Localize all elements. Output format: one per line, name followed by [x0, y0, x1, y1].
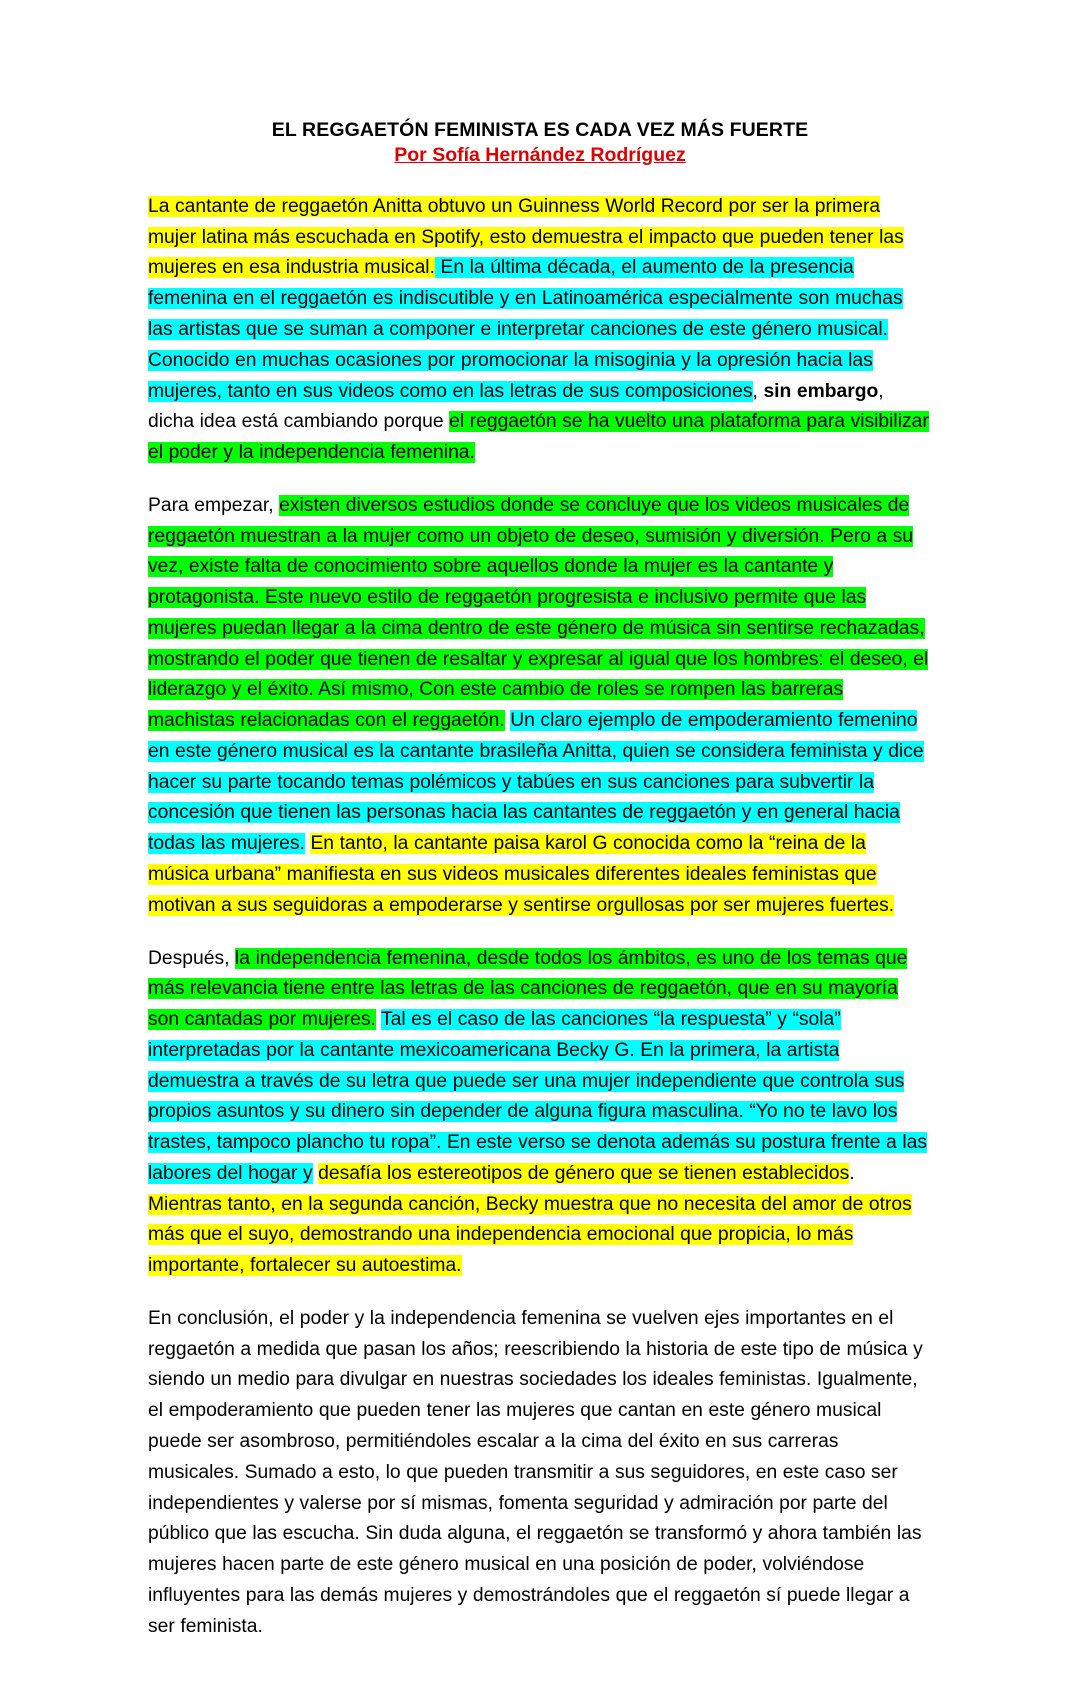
p2-segment-plain-1: Para empezar,: [148, 494, 280, 516]
p1-segment-plain-2: , dicha idea está cambiando porque: [148, 380, 884, 433]
paragraph-2: [148, 491, 932, 922]
page-title: EL REGGAETÓN FEMINISTA ES CADA VEZ MÁS FUERTE: [271, 119, 809, 141]
p3-segment-green-1: la independencia femenina, desde todos los ámbitos, es uno de los temas que más relevancia tiene entre las letras de las canciones de reggaetón, que en su mayoría son cantadas por mujeres.: [148, 947, 908, 1031]
p1-segment-bold-1: sin embargo: [763, 380, 879, 402]
p2-segment-cyan-1: Un claro ejemplo de empoderamiento femenino en este género musical es la cantante brasileña Anitta, quien se considera feminista y dice hacer su parte tocando temas polémicos y tabúes en sus canciones para subvertir la concesión que tienen las personas hacia las cantantes de reggaetón y en general hacia todas las mujeres.: [148, 710, 924, 855]
p3-segment-plain-1: Después,: [148, 947, 236, 969]
paragraph-1: [148, 192, 932, 469]
p3-segment-cyan-1: Tal es el caso de las canciones “la respuesta” y “sola” interpretadas por la cantante mexicoamericana Becky G. En la primera, la artista demuestra a través de su letra que puede ser una mujer independiente que controla sus propios asuntos y su dinero sin depender de alguna figura masculina. “Yo no te lavo los trastes, tampoco plancho tu ropa”. En este verso se denota además su postura frente a las labores del hogar y: [148, 1009, 927, 1184]
title-spacer: [148, 170, 932, 192]
paragraph-3: [148, 944, 932, 1282]
p2-segment-yellow-1: En tanto, la cantante paisa karol G conocida como la “reina de la música urbana” manifiesta en sus videos musicales diferentes ideales feministas que motivan a sus seguidoras a empoderarse y sentirse orgullosas por ser mujeres fuertes.: [148, 833, 895, 916]
p3-segment-yellow-1: desafía los estereotipos de género que se tienen establecidos: [318, 1162, 850, 1184]
p3-segment-plain-2: .: [849, 1162, 855, 1184]
author-byline: Por Sofía Hernández Rodríguez: [394, 143, 686, 166]
p3-segment-yellow-2: Mientras tanto, en la segunda canción, Becky muestra que no necesita del amor de otros más que el suyo, demostrando una independencia emocional que propicia, lo más importante, fortalecer su autoestima.: [148, 1193, 912, 1277]
p1-segment-yellow-1: La cantante de reggaetón Anitta obtuvo un Guinness World Record por ser la primera mujer latina más escuchada en Spotify, esto demuestra el impacto que pueden tener las mujeres en esa industria musical.: [148, 195, 904, 279]
p1-segment-cyan-1: En la última década, el aumento de la presencia femenina en el reggaetón es indiscutible y en Latinoamérica especialmente son muchas las artistas que se suman a componer e interpretar canciones de este género musical. Conocido en muchas ocasiones por promocionar la misoginia y la opresión hacia las mujeres, tanto en sus videos como en las letras de sus composiciones: [148, 257, 903, 402]
p1-segment-green-1: el reggaetón se ha vuelto una plataforma para visibilizar el poder y la independencia femenina.: [148, 411, 929, 464]
paragraph-4: En conclusión, el poder y la independencia femenina se vuelven ejes importantes en el reggaetón a medida que pasan los años; reescribiendo la historia de este tipo de música y siendo un medio para divulgar en nuestras sociedades los ideales feministas. Igualmente, el empoderamiento que pueden tener las mujeres que cantan en este género musical puede ser asombroso, permitiéndoles escalar a la cima del éxito en sus carreras musicales. Sumado a esto, lo que pueden transmitir a sus seguidores, en este caso ser independientes y valerse por sí mismas, fomenta seguridad y admiración por parte del público que las escucha. Sin duda alguna, el reggaetón se transformó y ahora también las mujeres hacen parte de este género musical en una posición de poder, volviéndose influyentes para las demás mujeres y demostrándoles que el reggaetón sí puede llegar a ser feminista.: [148, 1307, 923, 1637]
p1-segment-plain-1: ,: [752, 380, 764, 402]
p2-segment-green-1: existen diversos estudios donde se concluye que los videos musicales de reggaetón muestran a la mujer como un objeto de deseo, sumisión y diversión. Pero a su vez, existe falta de conocimiento sobre aquellos donde la mujer es la cantante y protagonista. Este nuevo estilo de reggaetón progresista e inclusivo permite que las mujeres puedan llegar a la cima dentro de este género de música sin sentirse rechazadas, mostrando el poder que tienen de resaltar y expresar al igual que los hombres: el deseo, el liderazgo y el éxito. Así mismo, Con este cambio de roles se rompen las barreras machistas relacionadas con el reggaetón.: [148, 494, 929, 732]
